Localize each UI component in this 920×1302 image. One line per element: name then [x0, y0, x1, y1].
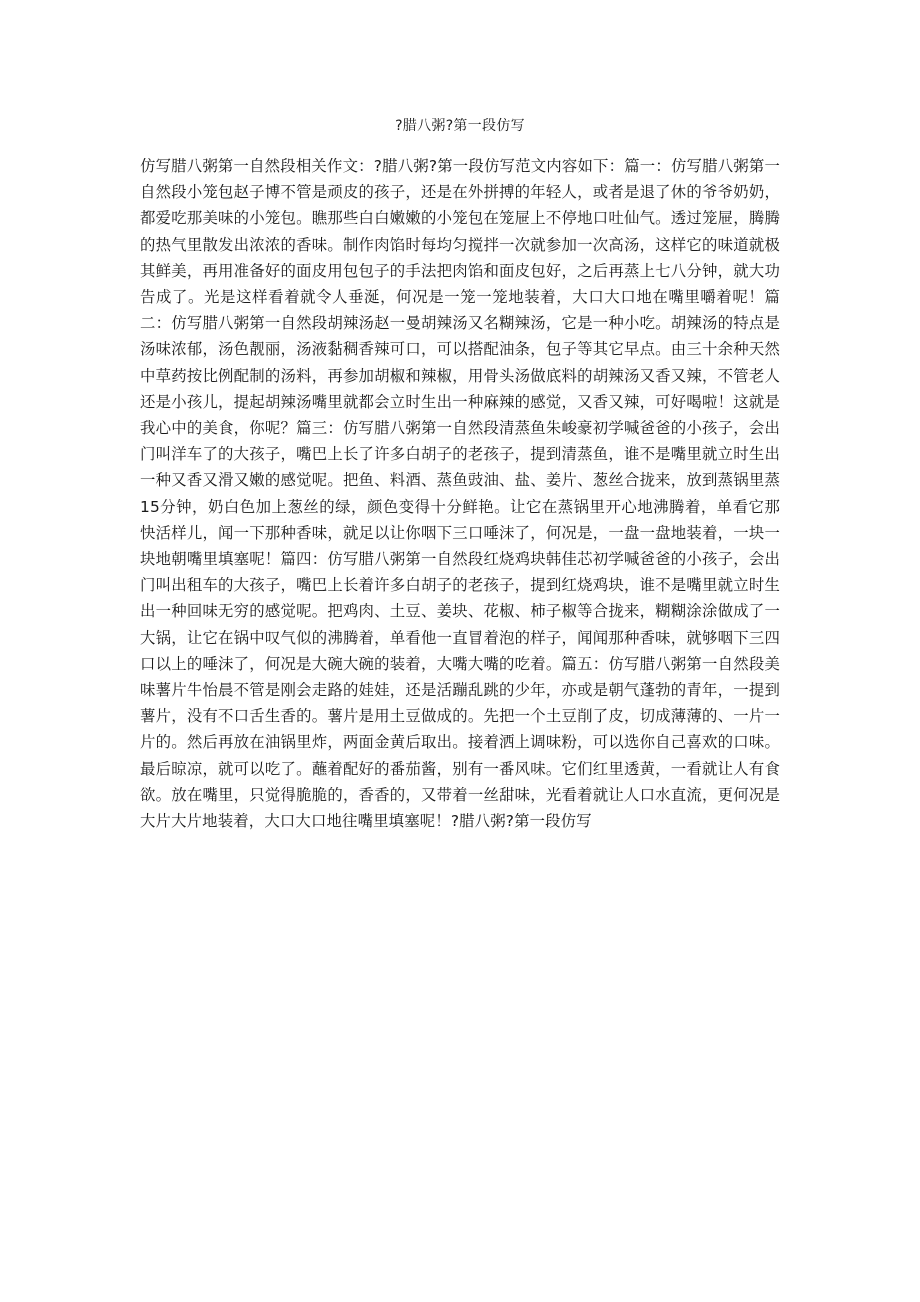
document-body-paragraph: 仿写腊八粥第一自然段相关作文：?腊八粥?第一段仿写范文内容如下：篇一：仿写腊八粥第一自然段小笼包赵子博不管是顽皮的孩子，还是在外拼搏的年轻人，或者是退了休的爷爷奶奶，都爱吃那美味的小笼包。瞧那些白白嫩嫩的小笼包在笼屉上不停地口吐仙气。透过笼屉，腾腾的热气里散发出浓浓的香味。制作肉馅时每均匀搅拌一次就参加一次高汤，这样它的味道就极其鲜美，再用准备好的面皮用包包子的手法把肉馅和面皮包好，之后再蒸上七八分钟，就大功告成了。光是这样看着就令人垂涎，何况是一笼一笼地装着，大口大口地在嘴里嚼着呢！篇二：仿写腊八粥第一自然段胡辣汤赵一曼胡辣汤又名糊辣汤，它是一种小吃。胡辣汤的特点是汤味浓郁，汤色靓丽，汤液黏稠香辣可口，可以搭配油条，包子等其它早点。由三十余种天然中草药按比例配制的汤料，再参加胡椒和辣椒，用骨头汤做底料的胡辣汤又香又辣，不管老人还是小孩儿，提起胡辣汤嘴里就都会立时生出一种麻辣的感觉，又香又辣，可好喝啦！这就是我心中的美食，你呢？篇三：仿写腊八粥第一自然段清蒸鱼朱峻豪初学喊爸爸的小孩子，会出门叫洋车了的大孩子，嘴巴上长了许多白胡子的老孩子，提到清蒸鱼，谁不是嘴里就立时生出一种又香又滑又嫩的感觉呢。把鱼、料酒、蒸鱼豉油、盐、姜片、葱丝合拢来，放到蒸锅里蒸15分钟，奶白色加上葱丝的绿，颜色变得十分鲜艳。让它在蒸锅里开心地沸腾着，单看它那快活样儿，闻一下那种香味，就足以让你咽下三口唾沫了，何况是，一盘一盘地装着，一块一块地朝嘴里填塞呢！篇四：仿写腊八粥第一自然段红烧鸡块韩佳芯初学喊爸爸的小孩子，会出门叫出租车的大孩子，嘴巴上长着许多白胡子的老孩子，提到红烧鸡块，谁不是嘴里就立时生出一种回味无穷的感觉呢。把鸡肉、土豆、姜块、花椒、柿子椒等合拢来，糊糊涂涂做成了一大锅，让它在锅中叹气似的沸腾着，单看他一直冒着泡的样子，闻闻那种香味，就够咽下三四口以上的唾沫了，何况是大碗大碗的装着，大嘴大嘴的吃着。篇五：仿写腊八粥第一自然段美味薯片牛怡晨不管是刚会走路的娃娃，还是活蹦乱跳的少年，亦或是朝气蓬勃的青年，一提到薯片，没有不口舌生香的。薯片是用土豆做成的。先把一个土豆削了皮，切成薄薄的、一片一片的。然后再放在油锅里炸，两面金黄后取出。接着洒上调味粉，可以选你自己喜欢的口味。最后晾凉，就可以吃了。蘸着配好的番茄酱，别有一番风味。它们红里透黄，一看就让人有食欲。放在嘴里，只觉得脆脆的，香香的，又带着一丝甜味，光看着就让人口水直流，更何况是大片大片地装着，大口大口地往嘴里填塞呢！?腊八粥?第一段仿写: [140, 157, 780, 831]
document-title: ?腊八粥?第一段仿写: [395, 118, 525, 134]
